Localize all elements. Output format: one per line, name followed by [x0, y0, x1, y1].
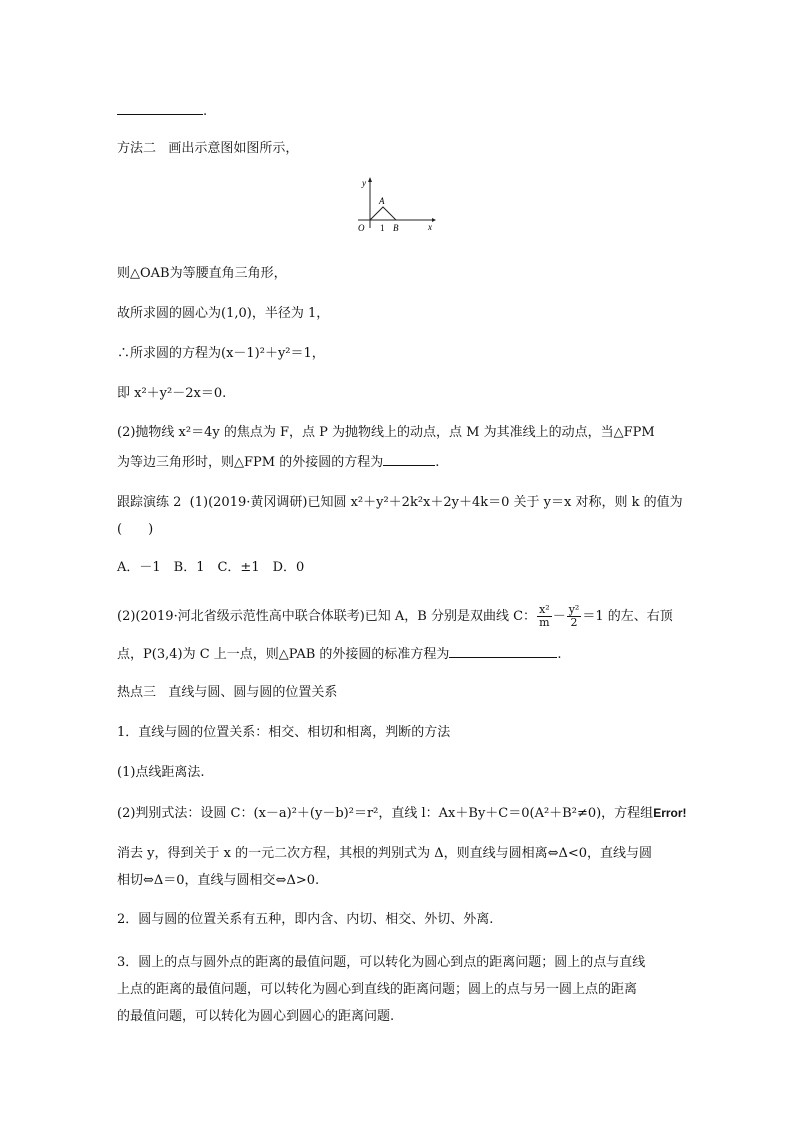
- point-1: 1．直线与圆的位置关系：相交、相切和相离，判断的方法: [117, 725, 451, 740]
- tracking-label: 跟踪演练 2: [117, 495, 182, 510]
- fraction-x2-m: $\frac{\text{x²}}{m}$: [539, 603, 550, 629]
- point-3-line-2: 上点的距离的最值问题，可以转化为圆心到直线的距离问题；圆上的点与另一圆上点的距离: [117, 982, 638, 997]
- x-label: x: [428, 222, 432, 232]
- method2-text: 画出示意图如图所示，: [168, 141, 299, 156]
- tracking-q2-line-2: 点，P(3,4)为 C 上一点，则△PAB 的外接圆的标准方程为 .: [117, 647, 562, 662]
- origin-label: O: [358, 223, 365, 233]
- solution-line-3: ∴所求圆的方程为(x－1)²＋y²＝1，: [117, 346, 325, 361]
- point-b-label: B: [393, 223, 399, 233]
- y-label: y: [362, 178, 366, 188]
- point-3-line-3: 的最值问题，可以转化为圆心到圆心的距离问题.: [117, 1009, 395, 1024]
- triangle-oab: [370, 207, 396, 220]
- solution-line-1: 则△OAB为等腰直角三角形，: [117, 266, 287, 281]
- tracking-options: A．－1 B．1 C．±1 D．0: [117, 560, 305, 575]
- point-2: 2．圆与圆的位置关系有五种，即内含、内切、相交、外切、外离.: [117, 912, 494, 927]
- solution-line-4: 即 x²＋y²－2x＝0.: [117, 386, 227, 401]
- tracking-paren: ( ): [117, 522, 154, 537]
- point-a-label: A: [379, 196, 385, 206]
- q2-line-2: 为等边三角形时，则△FPM 的外接圆的方程为 .: [117, 455, 440, 470]
- point-1-b: (2)判别式法：设圆 C：(x－a)²＋(y－b)²＝r²，直线 l：Ax＋By＋C＝0(A²＋B²≠0)，方程组Error!: [117, 806, 687, 821]
- answer-blank: [117, 102, 203, 115]
- point-3-line-1: 3．圆上的点与圆外点的距离的最值问题，可以转化为圆心到点的距离问题；圆上的点与直线: [117, 955, 646, 970]
- answer-blank-line: .: [117, 102, 207, 120]
- hotspot3-heading: [117, 685, 337, 701]
- point-1-a: (1)点线距离法.: [117, 765, 205, 780]
- y-axis-arrow: [368, 177, 372, 182]
- tracking-line-1: 跟踪演练 2 (1)(2019·黄冈调研)已知圆 x²＋y²＋2k²x＋2y＋4k＝0 关于 y＝x 对称，则 k 的值为: [117, 495, 683, 510]
- tracking-q2-line-1: (2)(2019·河北省级示范性高中联合体联考)已知 A，B 分别是双曲线 C： $\frac{\text{x²}}{m}$ － $\frac{\text{y²}}{2}$ ＝1 的左、右顶: [117, 603, 673, 629]
- q2-blank: [383, 453, 435, 466]
- method2-line: [117, 141, 298, 157]
- tracking-q2-blank: [449, 645, 557, 658]
- method2-label: 方法二: [117, 141, 157, 156]
- x-axis-arrow: [432, 218, 436, 222]
- point-1-d: 相切⇔Δ＝0，直线与圆相交⇔Δ>0.: [117, 873, 320, 888]
- tick-1-label: 1: [380, 223, 385, 233]
- solution-line-2: 故所求圆的圆心为(1,0)，半径为 1，: [117, 306, 330, 321]
- coordinate-figure: [354, 176, 436, 234]
- hotspot3-title: 直线与圆、圆与圆的位置关系: [168, 685, 338, 700]
- fraction-y2-2: $\frac{\text{y²}}{2}$: [568, 603, 580, 629]
- point-1-c: 消去 y，得到关于 x 的一元二次方程，其根的判别式为 Δ，则直线与圆相离⇔Δ<0，直线与圆: [117, 846, 653, 861]
- q2-line-1: (2)抛物线 x²＝4y 的焦点为 F，点 P 为抛物线上的动点，点 M 为其准线上的动点，当△FPM: [117, 425, 655, 440]
- hotspot3-label: 热点三: [117, 685, 157, 700]
- error-text: Error!: [653, 806, 687, 820]
